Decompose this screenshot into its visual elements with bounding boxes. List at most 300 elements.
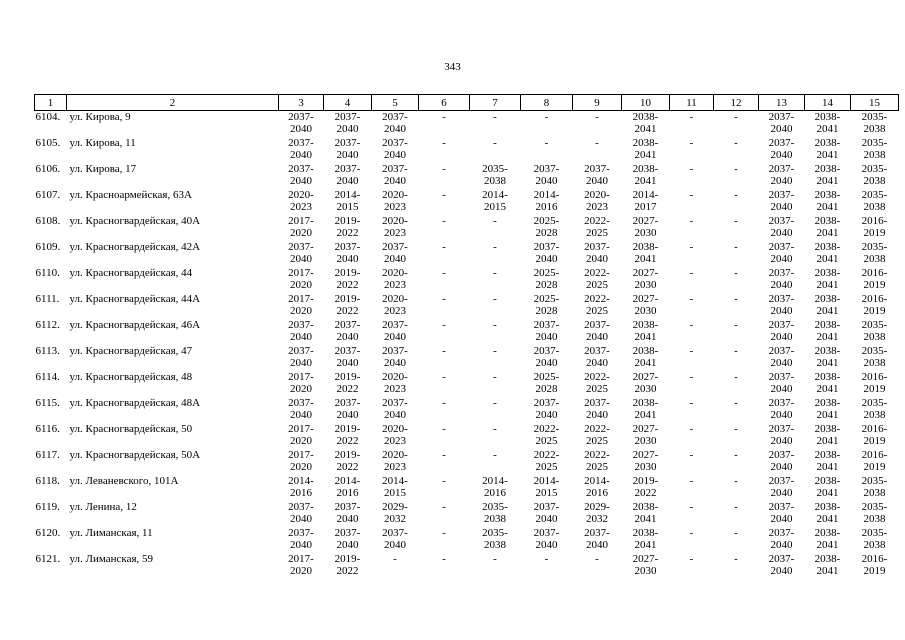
- period-line: 2041: [816, 565, 839, 577]
- period-cell: [670, 449, 714, 475]
- period-cell: [670, 241, 714, 267]
- period-cell: [670, 397, 714, 423]
- period-line: 2022-: [584, 449, 610, 461]
- period-cell: [419, 371, 470, 397]
- period-cell: [805, 293, 851, 319]
- period-line: 2040: [770, 565, 793, 577]
- period-cell: [670, 371, 714, 397]
- period-line: 2040: [384, 149, 406, 161]
- period-line: -: [544, 553, 549, 565]
- period-line: 2014-: [533, 189, 560, 201]
- period-line: 2025-: [533, 293, 560, 305]
- period-cell: [372, 345, 419, 371]
- period-line: -: [442, 189, 446, 201]
- period-cell: [759, 371, 805, 397]
- period-cell: [851, 215, 899, 241]
- period-line: 2019: [863, 305, 886, 317]
- period-line: 2032: [586, 513, 608, 525]
- period-line: -: [689, 397, 694, 409]
- period-cell: [419, 267, 470, 293]
- period-cell: [805, 111, 851, 138]
- period-line: 2019-: [632, 475, 659, 487]
- period-cell: [714, 293, 759, 319]
- period-line: -: [442, 553, 446, 565]
- period-cell: [324, 397, 372, 423]
- period-cell: [372, 137, 419, 163]
- period-cell: [324, 163, 372, 189]
- period-cell: [573, 449, 622, 475]
- period-cell: [622, 137, 670, 163]
- period-line: 2040: [336, 513, 359, 525]
- period-cell: [372, 111, 419, 138]
- period-cell: [622, 423, 670, 449]
- period-line: -: [442, 111, 446, 123]
- period-line: -: [544, 137, 549, 149]
- period-cell: [279, 293, 324, 319]
- period-line: 2014-: [533, 475, 560, 487]
- period-line: 2037-: [533, 241, 560, 253]
- period-line: 2041: [816, 357, 839, 369]
- period-line: -: [442, 293, 446, 305]
- period-line: 2040: [336, 331, 359, 343]
- period-line: 2037-: [533, 527, 560, 539]
- period-line: 2015: [535, 487, 558, 499]
- period-line: 2035-: [861, 475, 888, 487]
- period-line: 2037-: [768, 345, 795, 357]
- period-cell: [805, 241, 851, 267]
- period-line: 2040: [384, 409, 406, 421]
- period-line: 2020: [290, 279, 312, 291]
- period-line: 2037-: [584, 345, 610, 357]
- period-cell: [521, 371, 573, 397]
- period-line: -: [734, 137, 738, 149]
- address-cell: ул. Красногвардейская, 48: [69, 371, 193, 383]
- column-header: 8: [521, 95, 573, 111]
- period-line: 2038-: [814, 267, 841, 279]
- period-line: 2038-: [814, 423, 841, 435]
- period-line: 2037-: [382, 241, 408, 253]
- row-number: 6104.: [35, 111, 61, 123]
- period-line: 2038-: [814, 475, 841, 487]
- period-cell: [805, 345, 851, 371]
- period-line: 2041: [634, 123, 657, 135]
- period-line: -: [442, 267, 446, 279]
- period-line: 2041: [816, 201, 839, 213]
- period-line: -: [689, 319, 694, 331]
- period-line: 2029-: [382, 501, 408, 513]
- period-line: 2040: [290, 123, 312, 135]
- page-number: 343: [444, 61, 461, 73]
- period-cell: [759, 475, 805, 501]
- period-cell: [470, 527, 521, 553]
- table-row: [35, 241, 899, 267]
- period-cell: [573, 163, 622, 189]
- period-line: -: [689, 111, 694, 123]
- address-cell: ул. Ленина, 12: [69, 501, 137, 513]
- table-row: [35, 189, 899, 215]
- period-line: 2020: [290, 461, 312, 473]
- period-line: 2041: [816, 461, 839, 473]
- period-cell: [372, 501, 419, 527]
- period-cell: [622, 397, 670, 423]
- table-body: [35, 111, 899, 580]
- period-cell: [851, 137, 899, 163]
- period-line: 2040: [770, 201, 793, 213]
- period-line: 2041: [816, 409, 839, 421]
- period-line: 2017-: [288, 423, 314, 435]
- period-cell: [419, 241, 470, 267]
- period-cell: [714, 319, 759, 345]
- period-cell: [419, 397, 470, 423]
- period-line: 2023: [384, 383, 406, 395]
- row-number: 6115.: [35, 397, 60, 409]
- address-cell: ул. Лиманская, 11: [69, 527, 153, 539]
- period-line: -: [595, 137, 599, 149]
- period-line: 2040: [290, 149, 312, 161]
- period-line: 2040: [535, 253, 558, 265]
- period-line: -: [734, 267, 738, 279]
- period-line: 2040: [586, 409, 608, 421]
- period-line: 2040: [770, 487, 793, 499]
- period-cell: [324, 423, 372, 449]
- period-cell: [670, 189, 714, 215]
- period-line: 2038: [863, 253, 886, 265]
- period-cell: [622, 189, 670, 215]
- period-line: 2038-: [632, 241, 659, 253]
- period-line: 2019-: [334, 215, 361, 227]
- period-cell: [521, 449, 573, 475]
- period-line: -: [493, 111, 497, 123]
- column-header: 9: [573, 95, 622, 111]
- period-line: 2022: [634, 487, 657, 499]
- period-line: 2020-: [382, 189, 408, 201]
- period-line: 2037-: [584, 397, 610, 409]
- period-line: 2022: [336, 565, 359, 577]
- period-line: 2035-: [482, 527, 508, 539]
- period-cell: [324, 319, 372, 345]
- period-line: 2041: [816, 305, 839, 317]
- period-line: 2022: [336, 305, 359, 317]
- period-cell: [324, 111, 372, 138]
- period-line: 2016-: [861, 423, 888, 435]
- period-line: 2037-: [768, 215, 795, 227]
- period-line: -: [734, 293, 738, 305]
- period-cell: [714, 137, 759, 163]
- period-line: 2028: [535, 383, 558, 395]
- period-cell: [714, 553, 759, 579]
- period-cell: [470, 449, 521, 475]
- period-line: -: [442, 215, 446, 227]
- period-line: 2037-: [584, 527, 610, 539]
- period-cell: [324, 293, 372, 319]
- period-line: 2037-: [768, 111, 795, 123]
- period-line: 2040: [535, 539, 558, 551]
- period-line: -: [734, 475, 738, 487]
- period-cell: [670, 319, 714, 345]
- period-line: -: [493, 371, 497, 383]
- period-cell: [279, 449, 324, 475]
- period-line: 2037-: [584, 319, 610, 331]
- period-cell: [805, 267, 851, 293]
- period-line: -: [442, 371, 446, 383]
- period-line: 2014-: [288, 475, 314, 487]
- period-line: 2040: [384, 331, 406, 343]
- period-cell: [521, 111, 573, 138]
- period-line: 2025-: [533, 371, 560, 383]
- row-number: 6109.: [35, 241, 61, 253]
- period-line: 2019-: [334, 371, 361, 383]
- period-line: 2038-: [814, 163, 841, 175]
- period-line: 2041: [634, 409, 657, 421]
- period-line: 2020-: [382, 371, 408, 383]
- period-cell: [372, 241, 419, 267]
- period-line: 2025: [586, 305, 608, 317]
- period-line: -: [734, 423, 738, 435]
- period-line: 2035-: [482, 163, 508, 175]
- period-line: 2020: [290, 227, 312, 239]
- period-cell: [622, 449, 670, 475]
- period-line: 2019: [863, 279, 886, 291]
- period-cell: [759, 553, 805, 579]
- period-line: 2040: [336, 409, 359, 421]
- period-cell: [470, 371, 521, 397]
- period-line: 2035-: [861, 345, 888, 357]
- period-line: 2022: [336, 279, 359, 291]
- period-cell: [622, 345, 670, 371]
- period-cell: [622, 553, 670, 579]
- period-line: -: [689, 241, 694, 253]
- period-cell: [622, 267, 670, 293]
- period-line: 2023: [384, 305, 406, 317]
- column-header: 4: [324, 95, 372, 111]
- period-cell: [851, 267, 899, 293]
- period-line: 2037-: [768, 319, 795, 331]
- period-line: 2016-: [861, 553, 888, 565]
- period-cell: [714, 111, 759, 138]
- period-cell: [521, 397, 573, 423]
- period-line: 2019: [863, 565, 886, 577]
- row-number: 6114.: [35, 371, 60, 383]
- period-line: 2019-: [334, 449, 361, 461]
- period-line: 2038: [863, 357, 886, 369]
- table-row: [35, 267, 899, 293]
- period-line: 2038: [863, 149, 886, 161]
- period-cell: [670, 345, 714, 371]
- period-line: 2040: [290, 331, 312, 343]
- table-row: [35, 111, 899, 138]
- period-cell: [521, 137, 573, 163]
- period-cell: [419, 293, 470, 319]
- period-cell: [805, 137, 851, 163]
- period-line: 2037-: [768, 397, 795, 409]
- period-cell: [324, 449, 372, 475]
- period-line: 2041: [816, 149, 839, 161]
- period-line: 2038: [863, 487, 886, 499]
- period-line: 2014-: [382, 475, 408, 487]
- period-cell: [622, 475, 670, 501]
- period-cell: [714, 267, 759, 293]
- period-line: 2019: [863, 435, 886, 447]
- period-cell: [470, 189, 521, 215]
- period-line: 2035-: [861, 319, 888, 331]
- period-cell: [419, 345, 470, 371]
- period-line: 2038-: [814, 189, 841, 201]
- period-line: 2019-: [334, 267, 361, 279]
- period-line: 2022: [336, 435, 359, 447]
- period-line: -: [595, 553, 599, 565]
- row-number: 6113.: [35, 345, 60, 357]
- period-line: 2019: [863, 461, 886, 473]
- period-line: 2030: [634, 227, 657, 239]
- period-cell: [573, 137, 622, 163]
- period-line: 2040: [770, 149, 793, 161]
- period-cell: [573, 267, 622, 293]
- period-line: 2040: [336, 357, 359, 369]
- table-row: [35, 423, 899, 449]
- column-header: 10: [622, 95, 670, 111]
- period-cell: [521, 475, 573, 501]
- period-line: 2016: [336, 487, 359, 499]
- address-cell: ул. Красноармейская, 63А: [69, 189, 192, 201]
- period-line: 2037-: [288, 345, 314, 357]
- period-cell: [419, 189, 470, 215]
- period-line: -: [689, 501, 694, 513]
- period-line: 2038-: [814, 137, 841, 149]
- row-number: 6105.: [35, 137, 61, 149]
- period-cell: [805, 397, 851, 423]
- period-line: 2041: [634, 331, 657, 343]
- period-line: 2016: [290, 487, 312, 499]
- period-cell: [670, 423, 714, 449]
- period-line: 2035-: [861, 137, 888, 149]
- period-cell: [805, 163, 851, 189]
- period-cell: [670, 111, 714, 138]
- period-cell: [419, 501, 470, 527]
- period-line: 2020-: [382, 449, 408, 461]
- period-cell: [324, 501, 372, 527]
- row-number: 6118.: [35, 475, 60, 487]
- row-number: 6108.: [35, 215, 61, 227]
- period-line: -: [442, 423, 446, 435]
- period-line: -: [493, 293, 497, 305]
- period-line: 2020: [290, 305, 312, 317]
- period-line: 2020: [290, 435, 312, 447]
- period-cell: [279, 371, 324, 397]
- period-cell: [573, 371, 622, 397]
- period-line: 2035-: [861, 501, 888, 513]
- column-header: 15: [851, 95, 899, 111]
- period-line: 2035-: [861, 241, 888, 253]
- period-line: 2037-: [768, 163, 795, 175]
- period-line: 2040: [770, 123, 793, 135]
- column-header: 14: [805, 95, 851, 111]
- period-line: 2040: [770, 227, 793, 239]
- period-line: 2022-: [584, 423, 610, 435]
- period-cell: [759, 137, 805, 163]
- period-cell: [759, 111, 805, 138]
- period-cell: [470, 345, 521, 371]
- address-cell: ул. Красногвардейская, 44А: [69, 293, 201, 305]
- period-line: -: [493, 215, 497, 227]
- period-line: 2020: [290, 565, 312, 577]
- period-line: 2037-: [382, 111, 408, 123]
- period-line: -: [689, 215, 694, 227]
- period-cell: [805, 423, 851, 449]
- period-cell: [573, 215, 622, 241]
- period-cell: [573, 111, 622, 138]
- period-cell: [622, 501, 670, 527]
- period-line: 2037-: [382, 527, 408, 539]
- period-cell: [670, 527, 714, 553]
- period-line: -: [595, 111, 599, 123]
- period-cell: [851, 163, 899, 189]
- column-header: 2: [67, 95, 279, 111]
- period-line: 2040: [770, 409, 793, 421]
- period-line: 2037-: [334, 397, 361, 409]
- period-cell: [714, 501, 759, 527]
- period-line: 2038: [863, 331, 886, 343]
- period-line: 2040: [770, 383, 793, 395]
- period-cell: [521, 189, 573, 215]
- period-cell: [851, 111, 899, 138]
- period-cell: [759, 163, 805, 189]
- period-line: 2027-: [632, 215, 659, 227]
- period-line: 2038-: [632, 111, 659, 123]
- period-cell: [851, 189, 899, 215]
- period-cell: [372, 319, 419, 345]
- period-line: 2041: [816, 253, 839, 265]
- period-cell: [521, 319, 573, 345]
- period-cell: [470, 241, 521, 267]
- period-line: 2040: [586, 175, 608, 187]
- period-line: 2037-: [584, 163, 610, 175]
- period-cell: [279, 319, 324, 345]
- period-line: -: [442, 137, 446, 149]
- period-line: 2023: [384, 201, 406, 213]
- period-line: 2038: [863, 201, 886, 213]
- period-line: 2019: [863, 227, 886, 239]
- period-line: 2025: [586, 279, 608, 291]
- period-line: 2037-: [288, 501, 314, 513]
- period-line: -: [734, 345, 738, 357]
- period-line: 2038-: [814, 293, 841, 305]
- period-cell: [851, 319, 899, 345]
- table-row: [35, 527, 899, 553]
- period-cell: [372, 527, 419, 553]
- period-line: -: [734, 241, 738, 253]
- period-line: 2022-: [584, 267, 610, 279]
- period-line: 2037-: [334, 527, 361, 539]
- period-cell: [279, 423, 324, 449]
- period-cell: [279, 267, 324, 293]
- period-line: 2022: [336, 227, 359, 239]
- period-cell: [521, 501, 573, 527]
- period-cell: [714, 449, 759, 475]
- table-row: [35, 553, 899, 579]
- period-cell: [622, 319, 670, 345]
- row-number: 6110.: [35, 267, 60, 279]
- period-line: 2038-: [814, 397, 841, 409]
- period-line: 2037-: [768, 137, 795, 149]
- table-row: [35, 215, 899, 241]
- address-cell: ул. Лиманская, 59: [69, 553, 154, 565]
- period-line: 2041: [634, 175, 657, 187]
- period-line: 2027-: [632, 423, 659, 435]
- period-line: 2037-: [382, 319, 408, 331]
- address-cell: ул. Красногвардейская, 44: [69, 267, 193, 279]
- period-line: -: [689, 475, 694, 487]
- period-cell: [372, 163, 419, 189]
